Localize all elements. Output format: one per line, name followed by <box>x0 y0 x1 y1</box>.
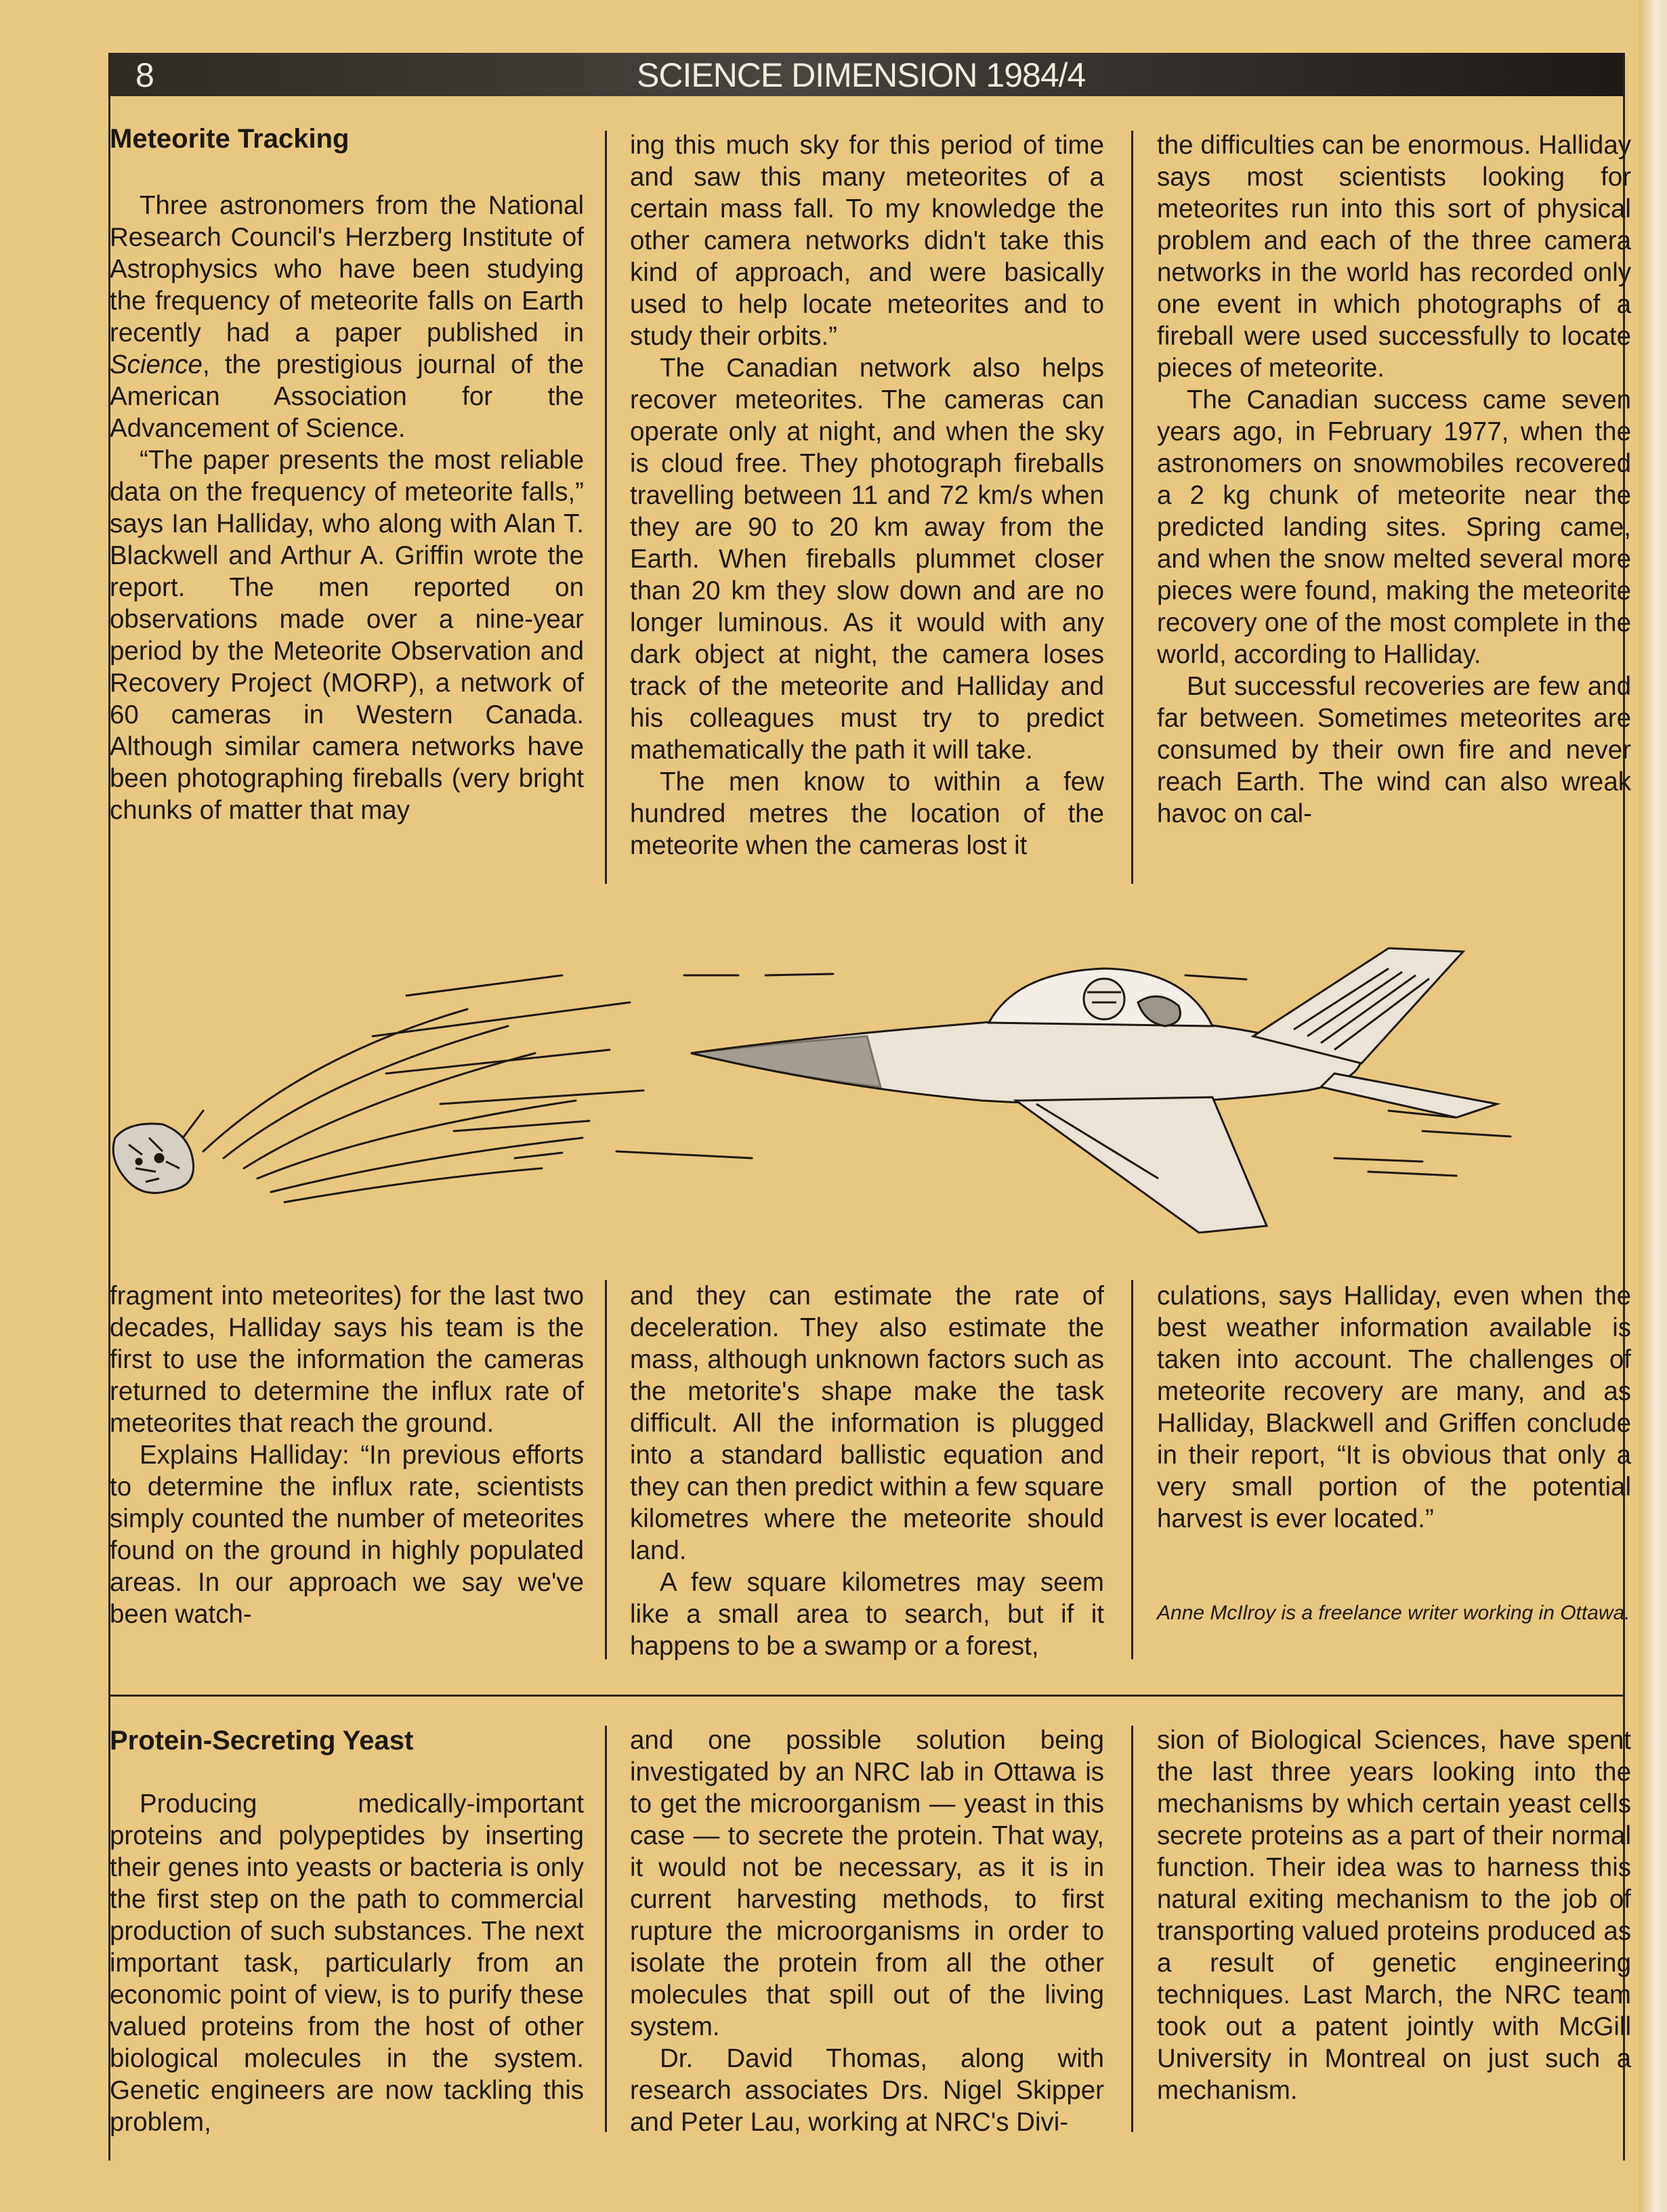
column-divider <box>605 131 607 884</box>
article1-column-2-top <box>630 129 1104 862</box>
magazine-title: SCIENCE DIMENSION 1984/4 <box>637 56 1086 94</box>
article2-column-3 <box>1157 1724 1631 2106</box>
article1-column-1-top <box>110 190 584 826</box>
article1-column-2-bottom <box>630 1280 1104 1662</box>
article-title-meteorite-tracking: Meteorite Tracking <box>110 124 350 154</box>
article1-column-1-bottom <box>110 1280 584 1630</box>
column-divider <box>605 1726 607 2132</box>
page-number: 8 <box>135 56 154 94</box>
text-run: , the prestigious journal of the American Association for the Advancement of Science. <box>110 350 584 443</box>
paragraph: sion of Biological Sciences, have spent the last three years looking into the mechanisms by which certain yeast cells secrete proteins as a part of their normal function. Their idea was to harness this natural exiting mechanism to the job of transporting valued proteins produced as a result of genetic engineering techniques. Last March, the NRC team took out a patent jointly with McGill University in Montreal on just such a mechanism. <box>1157 1726 1631 2105</box>
author-byline: Anne McIlroy is a freelance writer working in Ottawa. <box>1157 1602 1630 1624</box>
paragraph: the difficulties can be enormous. Halliday says most scientists looking for meteorites run into this sort of physical problem and each of the three camera networks in the world has recorded only one event in which photographs of a fireball were used successfully to locate pieces of meteorite. <box>1157 131 1631 383</box>
column-divider <box>1131 1726 1133 2132</box>
paragraph: The Canadian network also helps recover meteorites. The cameras can operate only at night, and when the sky is cloud free. They photograph fireballs travelling between 11 and 72 km/s when they are 90 to 20 km away from the Earth. When fireballs plummet closer than 20 km they slow down and are no longer luminous. As it would with any dark object at night, the camera loses track of the meteorite and Halliday and his colleagues must try to predict mathematically the path it will take. <box>630 354 1104 765</box>
paragraph: “The paper presents the most reliable data on the frequency of meteorite falls,” says Ian Halliday, who along with Alan T. Blackwell and Arthur A. Griffin wrote the report. The men reported on observations made over a nine-year period by the Meteorite Observation and Recovery Project (MORP), a network of 60 cameras in Western Canada. Although similar camera networks have been photographing fireballs (very bright chunks of matter that may <box>110 446 584 825</box>
text-run: Three astronomers from the National Research Council's Herzberg Institute of Astrophysics who have been studying the frequency of meteorite falls on Earth recently had a paper published in <box>110 191 584 347</box>
column-divider <box>605 1280 607 1659</box>
paragraph: A few square kilometres may seem like a small area to search, but if it happens to be a swamp or a forest, <box>630 1568 1104 1661</box>
article1-column-3-bottom <box>1157 1280 1631 1535</box>
article2-column-1 <box>110 1788 584 2138</box>
paragraph: Explains Halliday: “In previous efforts to determine the influx rate, scientists simply counted the number of meteorites found on the ground in highly populated areas. In our approach we say we've been watch- <box>110 1441 584 1629</box>
paragraph: The men know to within a few hundred metres the location of the meteorite when the cameras lost it <box>630 767 1104 860</box>
article1-column-3-top <box>1157 129 1631 830</box>
page-edge <box>1639 0 1667 2212</box>
meteorite-jet-illustration <box>102 935 1626 1260</box>
paragraph: But successful recoveries are few and far between. Sometimes meteorites are consumed by their own fire and never reach Earth. The wind can also wreak havoc on cal- <box>1157 672 1631 828</box>
paragraph: culations, says Halliday, even when the best weather information available is taken into account. The challenges of meteorite recovery are many, and as Halliday, Blackwell and Griffen conclude in their report, “It is obvious that only a very small portion of the potential harvest is ever located.” <box>1157 1281 1631 1533</box>
journal-name: Science <box>110 350 203 379</box>
paragraph <box>110 190 584 444</box>
paragraph: ing this much sky for this period of time and saw this many meteorites of a certain mass fall. To my knowledge the other camera networks didn't take this kind of approach, and were basically used to help locate meteorites and to study their orbits.” <box>630 131 1104 351</box>
paragraph: Dr. David Thomas, along with research associates Drs. Nigel Skipper and Peter Lau, working at NRC's Divi- <box>630 2044 1104 2137</box>
column-divider <box>1131 131 1133 884</box>
paragraph: fragment into meteorites) for the last two decades, Halliday says his team is the first to use the information the cameras returned to determine the influx rate of meteorites that reach the ground. <box>110 1281 584 1438</box>
paragraph: and they can estimate the rate of deceleration. They also estimate the mass, although unknown factors such as the metorite's shape make the task difficult. All the information is plugged into a standard ballistic equation and they can then predict within a few square kilometres where the meteorite should land. <box>630 1281 1104 1565</box>
article2-column-2 <box>630 1724 1104 2138</box>
paragraph: and one possible solution being investigated by an NRC lab in Ottawa is to get the microorganism — yeast in this case — to secrete the protein. That way, it would not be necessary, as it is in current harvesting methods, to first rupture the microorganisms in order to isolate the protein from all the other molecules that spill out of the living system. <box>630 1726 1104 2041</box>
article-title-protein-secreting-yeast: Protein-Secreting Yeast <box>110 1726 414 1756</box>
section-divider <box>110 1695 1624 1697</box>
paragraph: The Canadian success came seven years ago, in February 1977, when the astronomers on snowmobiles recovered a 2 kg chunk of meteorite near the predicted landing sites. Spring came, and when the snow melted several more pieces were found, making the meteorite recovery one of the most complete in the world, according to Halliday. <box>1157 385 1631 669</box>
meteorite-icon <box>113 1124 193 1193</box>
paragraph: Producing medically-important proteins and polypeptides by inserting their genes into yeasts or bacteria is only the first step on the path to commercial production of such substances. The next important task, particularly from an economic point of view, is to purify these valued proteins from the host of other biological molecules in the system. Genetic engineers are now tackling this problem, <box>110 1789 584 2137</box>
column-divider <box>1131 1280 1133 1659</box>
